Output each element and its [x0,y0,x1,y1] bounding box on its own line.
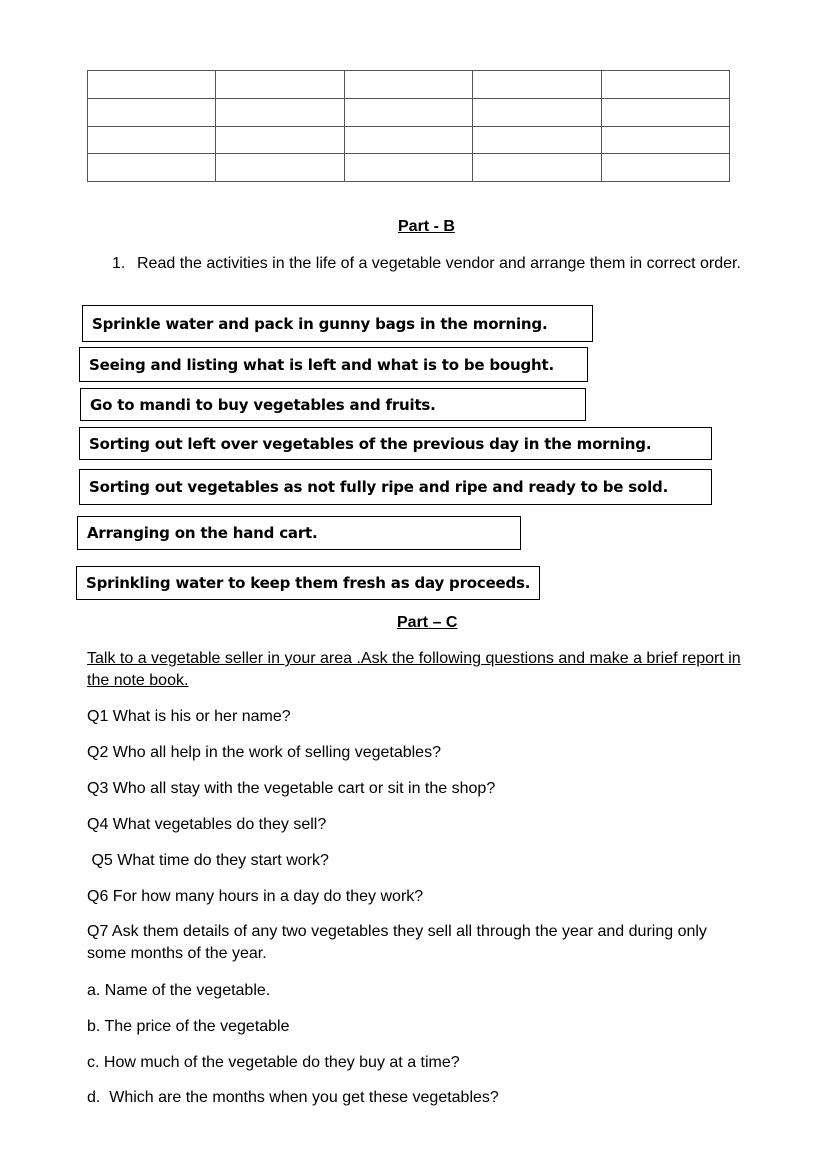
activity-box: Sorting out left over vegetables of the previous day in the morning. [79,427,712,460]
question-item: Q3 Who all stay with the vegetable cart or sit in the shop? [87,780,496,797]
table-row [88,71,730,99]
part-b-question-number: 1. [112,255,126,272]
table-cell [473,154,601,182]
table-cell [344,126,472,154]
part-c-heading: Part – C [397,614,458,631]
sub-question-item: d. Which are the months when you get these vegetables? [87,1089,499,1106]
table-cell [216,98,344,126]
question-item: Q7 Ask them details of any two vegetables they sell all through the year and during only some months of the year. [87,923,707,962]
activity-box: Sprinkle water and pack in gunny bags in the morning. [82,305,593,342]
part-b-heading: Part - B [398,218,455,235]
table-row [88,126,730,154]
table-cell [601,126,729,154]
table-cell [473,98,601,126]
table-cell [216,154,344,182]
table-cell [88,154,216,182]
question-item: Q1 What is his or her name? [87,708,291,725]
question-item: Q2 Who all help in the work of selling vegetables? [87,744,441,761]
blank-answer-table [87,70,730,182]
activity-box: Seeing and listing what is left and what is to be bought. [79,347,588,382]
table-cell [88,126,216,154]
table-cell [601,154,729,182]
activity-box: Arranging on the hand cart. [77,516,521,550]
table-cell [344,154,472,182]
question-item: Q4 What vegetables do they sell? [87,816,327,833]
table-cell [216,126,344,154]
table-row [88,154,730,182]
table-cell [601,71,729,99]
question-item: Q6 For how many hours in a day do they work? [87,888,424,905]
part-c-instruction: Talk to a vegetable seller in your area .Ask the following questions and make a brief report in the note book. [87,650,741,689]
activity-box: Go to mandi to buy vegetables and fruits. [80,388,586,421]
question-item: Q5 What time do they start work? [87,852,329,869]
activity-box: Sorting out vegetables as not fully ripe and ripe and ready to be sold. [79,469,712,505]
table-cell [88,98,216,126]
sub-question-item: b. The price of the vegetable [87,1018,290,1035]
sub-question-item: c. How much of the vegetable do they buy at a time? [87,1054,460,1071]
part-b-question: Read the activities in the life of a vegetable vendor and arrange them in correct order. [137,255,741,272]
sub-question-item: a. Name of the vegetable. [87,982,271,999]
table-cell [473,126,601,154]
table-cell [473,71,601,99]
activity-box: Sprinkling water to keep them fresh as day proceeds. [76,566,540,600]
table-cell [216,71,344,99]
table-cell [344,98,472,126]
table-cell [344,71,472,99]
table-cell [88,71,216,99]
table-row [88,98,730,126]
table-cell [601,98,729,126]
